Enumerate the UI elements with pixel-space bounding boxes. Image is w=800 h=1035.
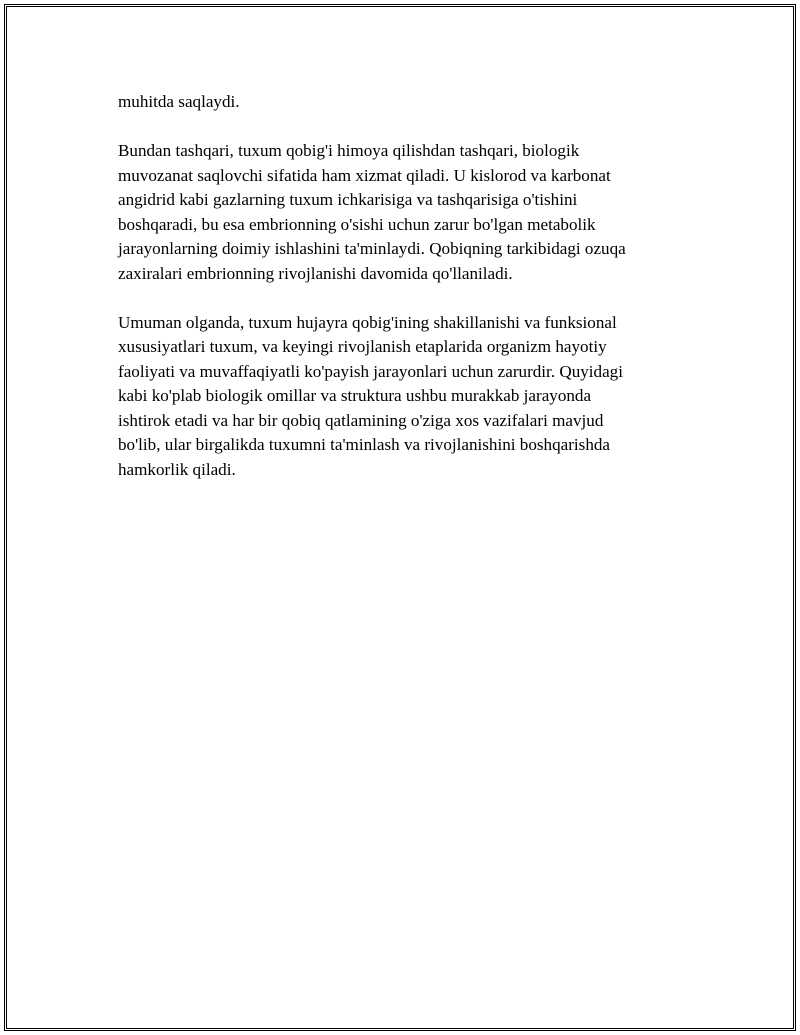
- text-line: boshqaradi, bu esa embrionning o'sishi uchun zarur bo'lgan metabolik: [118, 214, 596, 234]
- text-line: Bundan tashqari, tuxum qobig'i himoya qilishdan tashqari, biologik: [118, 141, 580, 160]
- paragraph-1: [118, 90, 678, 115]
- document-body: [118, 90, 678, 507]
- paragraph-2: [118, 139, 678, 286]
- paragraph-3: [118, 311, 678, 483]
- text-line: kabi ko'plab biologik omillar va struktura ushbu murakkab jarayonda: [118, 386, 592, 405]
- text-line: xususiyatlari tuxum, va keyingi rivojlanish etaplarida organizm hayotiy: [118, 337, 607, 356]
- text-line: Umuman olganda, tuxum hujayra qobig'ining shakillanishi va funksional: [118, 312, 617, 332]
- text-line: muhitda saqlaydi.: [118, 92, 240, 111]
- text-line: muvozanat saqlovchi sifatida ham xizmat qiladi. U kislorod va karbonat: [118, 165, 611, 185]
- text-line: faoliyati va muvaffaqiyatli ko'payish jarayonlari uchun zarurdir. Quyidagi: [118, 361, 623, 381]
- text-line: jarayonlarning doimiy ishlashini ta'minlaydi. Qobiqning tarkibidagi ozuqa: [118, 239, 626, 258]
- text-line: bo'lib, ular birgalikda tuxumni ta'minlash va rivojlanishini boshqarishda: [118, 435, 610, 454]
- text-line: hamkorlik qiladi.: [118, 459, 236, 479]
- text-line: ishtirok etadi va har bir qobiq qatlamining o'ziga xos vazifalari mavjud: [118, 410, 604, 430]
- text-line: zaxiralari embrionning rivojlanishi davomida qo'llaniladi.: [118, 263, 513, 283]
- text-line: angidrid kabi gazlarning tuxum ichkarisiga va tashqarisiga o'tishini: [118, 190, 578, 209]
